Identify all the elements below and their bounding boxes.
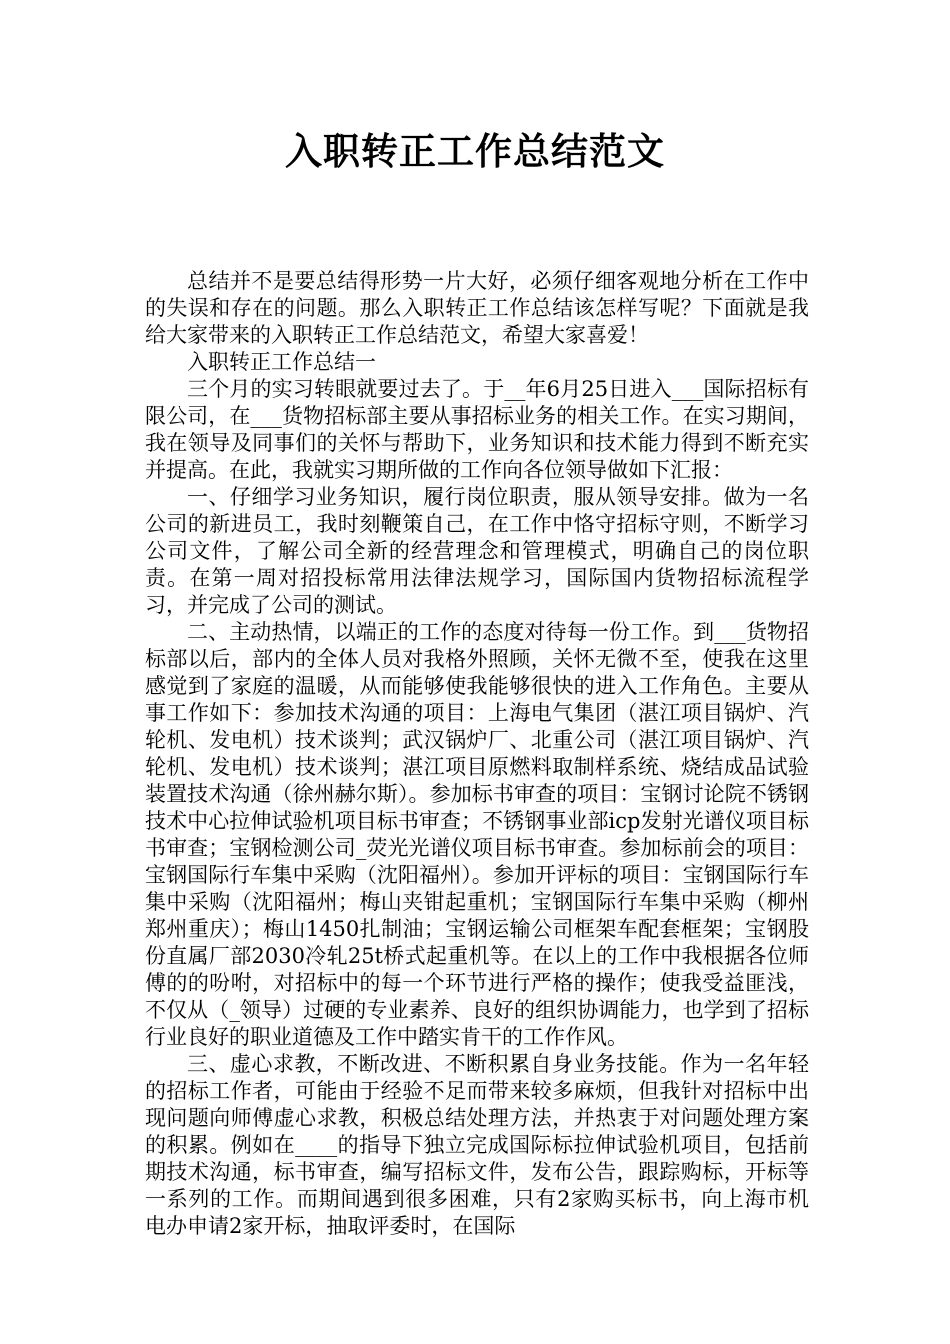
- paragraph-point-one: 一、仔细学习业务知识，履行岗位职责，服从领导安排。做为一名公司的新进员工，我时刻鞭策自己，在工作中恪守招标守则，不断学习公司文件，了解公司全新的经营理念和管理模式，明确自己的岗位职责。在第一周对招投标常用法律法规学习，国际国内货物招标流程学习，并完成了公司的测试。: [145, 485, 809, 617]
- paragraph-point-two: 二、主动热情，以端正的工作的态度对待每一份工作。到___货物招标部以后，部内的全体人员对我格外照顾，关怀无微不至，使我在这里感觉到了家庭的温暖，从而能够使我能够很快的进入工作角色。主要从事工作如下：参加技术沟通的项目：上海电气集团（湛江项目锅炉、汽轮机、发电机）技术谈判；武汉锅炉厂、北重公司（湛江项目锅炉、汽轮机、发电机）技术谈判；湛江项目原燃料取制样系统、烧结成品试验装置技术沟通（徐州赫尔斯）。参加标书审查的项目：宝钢讨论院不锈钢技术中心拉伸试验机项目标书审查；不锈钢事业部icp发射光谱仪项目标书审查；宝钢检测公司_荧光光谱仪项目标书审查。参加标前会的项目：宝钢国际行车集中采购（沈阳福州）。参加开评标的项目：宝钢国际行车集中采购（沈阳福州；梅山夹钳起重机；宝钢国际行车集中采购（柳州郑州重庆）；梅山1450扎制油；宝钢运输公司框架车配套框架；宝钢股份直属厂部2030冷轧25t桥式起重机等。在以上的工作中我根据各位师傅的的吩咐，对招标中的每一个环节进行严格的操作；使我受益匪浅，不仅从（_领导）过硬的专业素养、良好的组织协调能力，也学到了招标行业良好的职业道德及工作中踏实肯干的工作作风。: [145, 620, 809, 1049]
- paragraph-point-three: 三、虚心求教，不断改进、不断积累自身业务技能。作为一名年轻的招标工作者，可能由于经验不足而带来较多麻烦，但我针对招标中出现问题向师傅虚心求教，积极总结处理方法，并热衷于对问题处理方案的积累。例如在____的指导下独立完成国际标拉伸试验机项目，包括前期技术沟通，标书审查，编写招标文件，发布公告，跟踪购标，开标等一系列的工作。而期间遇到很多困难，只有2家购买标书，向上海市机电办申请2家开标，抽取评委时，在国际: [145, 1052, 809, 1238]
- paragraph-intro: 总结并不是要总结得形势一片大好，必须仔细客观地分析在工作中的失误和存在的问题。那么入职转正工作总结该怎样写呢？下面就是我给大家带来的入职转正工作总结范文，希望大家喜爱！: [145, 269, 809, 347]
- document-body: [145, 268, 809, 1240]
- section-heading: 入职转正工作总结一: [187, 350, 376, 374]
- page-title: 入职转正工作总结范文: [285, 130, 665, 173]
- paragraph-overview: 三个月的实习转眼就要过去了。于__年6月25日进入___国际招标有限公司，在___货物招标部主要从事招标业务的相关工作。在实习期间，我在领导及同事们的关怀与帮助下，业务知识和技术能力得到不断充实并提高。在此，我就实习期所做的工作向各位领导做如下汇报：: [145, 377, 809, 482]
